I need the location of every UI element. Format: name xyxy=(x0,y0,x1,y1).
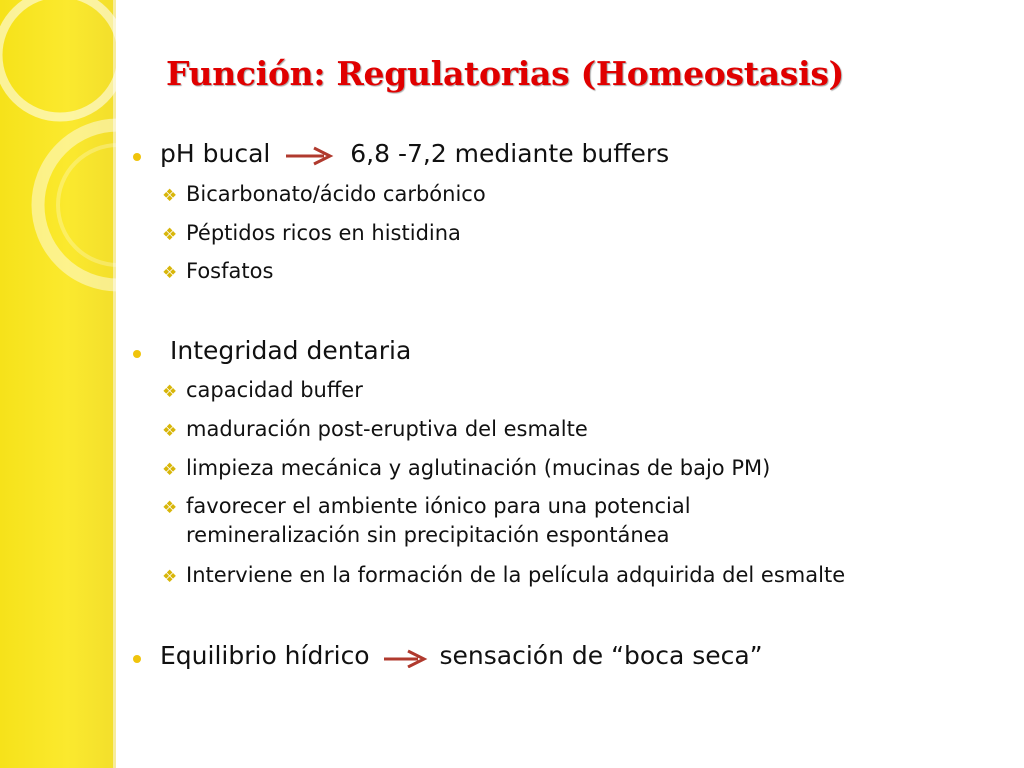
bullet-integridad-dentaria: Integridad dentaria xyxy=(170,336,412,365)
bullet-equilibrio-hidrico xyxy=(160,641,763,670)
subitem-limpieza: ❖ limpieza mecánica y aglutinación (mucinas de bajo PM) xyxy=(162,456,771,480)
diamond-bullet-icon: ❖ xyxy=(162,567,178,587)
diamond-bullet-icon: ❖ xyxy=(162,421,178,441)
diamond-bullet-icon: ❖ xyxy=(162,186,178,206)
subitem-fosfatos: ❖ Fosfatos xyxy=(162,259,274,283)
bullet-dot-icon xyxy=(133,153,141,161)
slide-title: Función: Regulatorias (Homeostasis) xyxy=(166,54,844,93)
ph-bucal-tail: 6,8 -7,2 mediante buffers xyxy=(350,139,670,168)
bullet-ph-bucal xyxy=(160,139,669,168)
subitem-peptidos: ❖ Péptidos ricos en histidina xyxy=(162,221,461,245)
subitem-pelicula-adquirida: ❖ Interviene en la formación de la película adquirida del esmalte xyxy=(162,563,846,587)
ph-bucal-lead: pH bucal xyxy=(160,139,271,168)
right-arrow-icon xyxy=(284,144,336,166)
bullet-dot-icon xyxy=(133,350,141,358)
equilibrio-lead: Equilibrio hídrico xyxy=(160,641,370,670)
subitem-capacidad-buffer: ❖ capacidad buffer xyxy=(162,378,363,402)
diamond-bullet-icon: ❖ xyxy=(162,498,178,518)
bullet-dot-icon xyxy=(133,655,141,663)
right-arrow-icon xyxy=(382,646,430,668)
subitem-bicarbonato: ❖ Bicarbonato/ácido carbónico xyxy=(162,182,486,206)
equilibrio-tail: sensación de “boca seca” xyxy=(439,641,763,670)
diamond-bullet-icon: ❖ xyxy=(162,460,178,480)
subitem-maduracion: ❖ maduración post-eruptiva del esmalte xyxy=(162,417,588,441)
subitem-favorecer-continuation: remineralización sin precipitación espontánea xyxy=(186,523,670,547)
diamond-bullet-icon: ❖ xyxy=(162,225,178,245)
diamond-bullet-icon: ❖ xyxy=(162,263,178,283)
subitem-favorecer: ❖ favorecer el ambiente iónico para una potencial xyxy=(162,494,691,518)
diamond-bullet-icon: ❖ xyxy=(162,382,178,402)
